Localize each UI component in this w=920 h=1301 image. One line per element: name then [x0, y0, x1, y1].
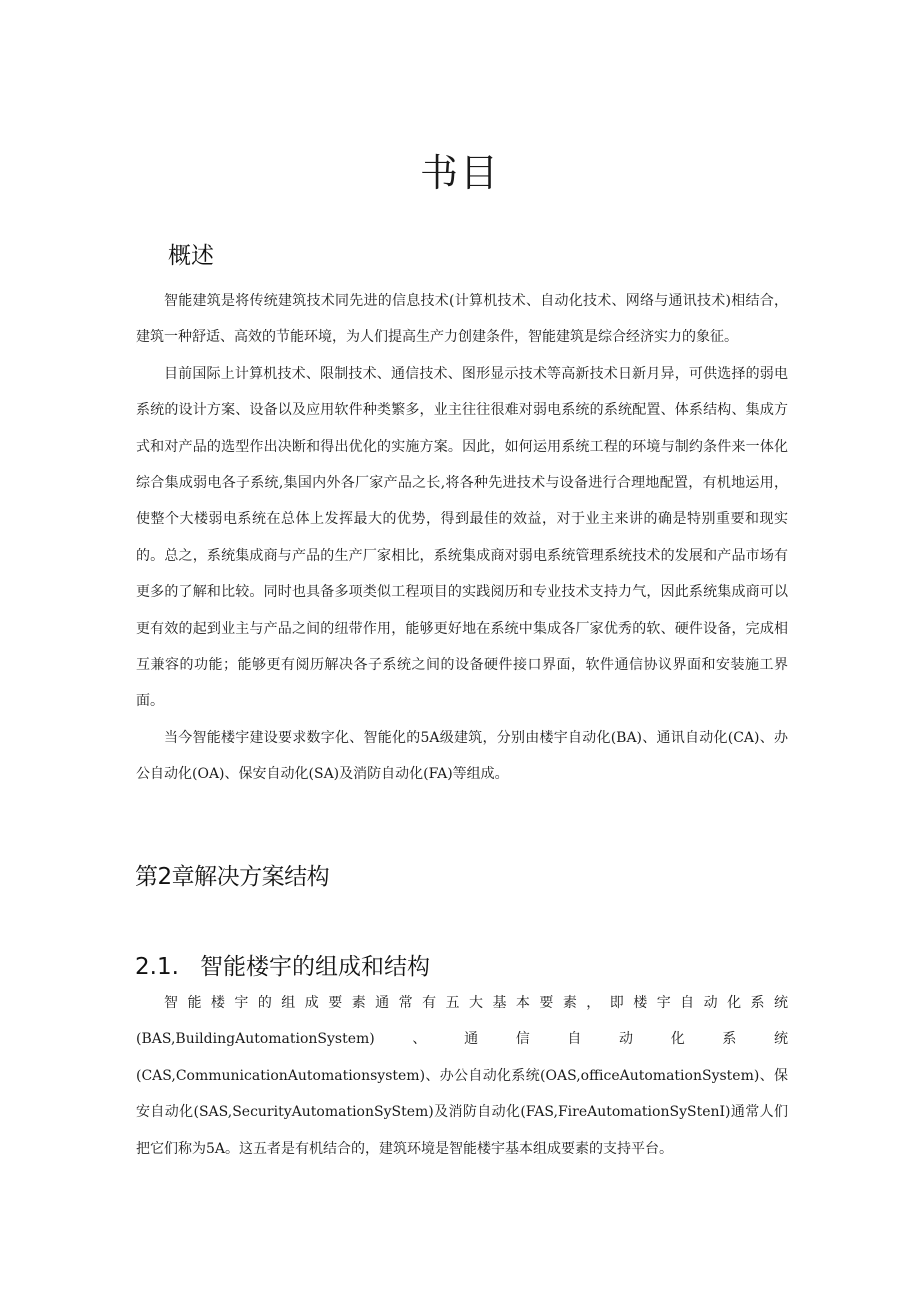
section-body [136, 985, 788, 1167]
section-paragraph-1: 智能楼宇的组成要素通常有五大基本要素，即楼宇自动化系统(BAS,BuildingAutomationSystem)、通信自动化系统(CAS,CommunicationAutomationsystem)、办公自动化系统(OAS,officeAutomationSystem)、保安自动化(SAS,SecurityAutomationSyStem)及消防自动化(FAS,FireAutomationSyStenI)通常人们把它们称为5A。这五者是有机结合的，建筑环境是智能楼宇基本组成要素的支持平台。 [136, 995, 788, 1157]
section-title: 智能楼宇的组成和结构 [200, 954, 430, 980]
overview-body [136, 283, 788, 793]
chapter-heading: 第2章解决方案结构 [135, 864, 330, 891]
overview-paragraph-3: 当今智能楼宇建设要求数字化、智能化的5A级建筑，分别由楼宇自动化(BA)、通讯自动化(CA)、办公自动化(OA)、保安自动化(SA)及消防自动化(FA)等组成。 [136, 729, 788, 783]
overview-paragraph-1: 智能建筑是将传统建筑技术同先进的信息技术(计算机技术、自动化技术、网络与通讯技术)相结合，建筑一种舒适、高效的节能环境，为人们提高生产力创建条件，智能建筑是综合经济实力的象征。 [136, 293, 788, 346]
section-heading [135, 952, 430, 982]
section-number: 2.1. [135, 954, 179, 980]
overview-heading: 概述 [168, 243, 214, 270]
document-title: 书目 [419, 151, 500, 196]
overview-paragraph-2: 目前国际上计算机技术、限制技术、通信技术、图形显示技术等高新技术日新月异，可供选择的弱电系统的设计方案、设备以及应用软件种类繁多，业主往往很难对弱电系统的系统配置、体系结构、集成方式和对产品的选型作出决断和得出优化的实施方案。因此，如何运用系统工程的环境与制约条件来一体化综合集成弱电各子系统,集国内外各厂家产品之长,将各种先进技术与设备进行合理地配置，有机地运用，使整个大楼弱电系统在总体上发挥最大的优势，得到最佳的效益，对于业主来讲的确是特别重要和现实的。总之，系统集成商与产品的生产厂家相比，系统集成商对弱电系统管理系统技术的发展和产品市场有更多的了解和比较。同时也具备多项类似工程项目的实践阅历和专业技术支持力气，因此系统集成商可以更有效的起到业主与产品之间的纽带作用，能够更好地在系统中集成各厂家优秀的软、硬件设备，完成相互兼容的功能；能够更有阅历解决各子系统之间的设备硬件接口界面，软件通信协议界面和安装施工界面。 [136, 365, 788, 710]
